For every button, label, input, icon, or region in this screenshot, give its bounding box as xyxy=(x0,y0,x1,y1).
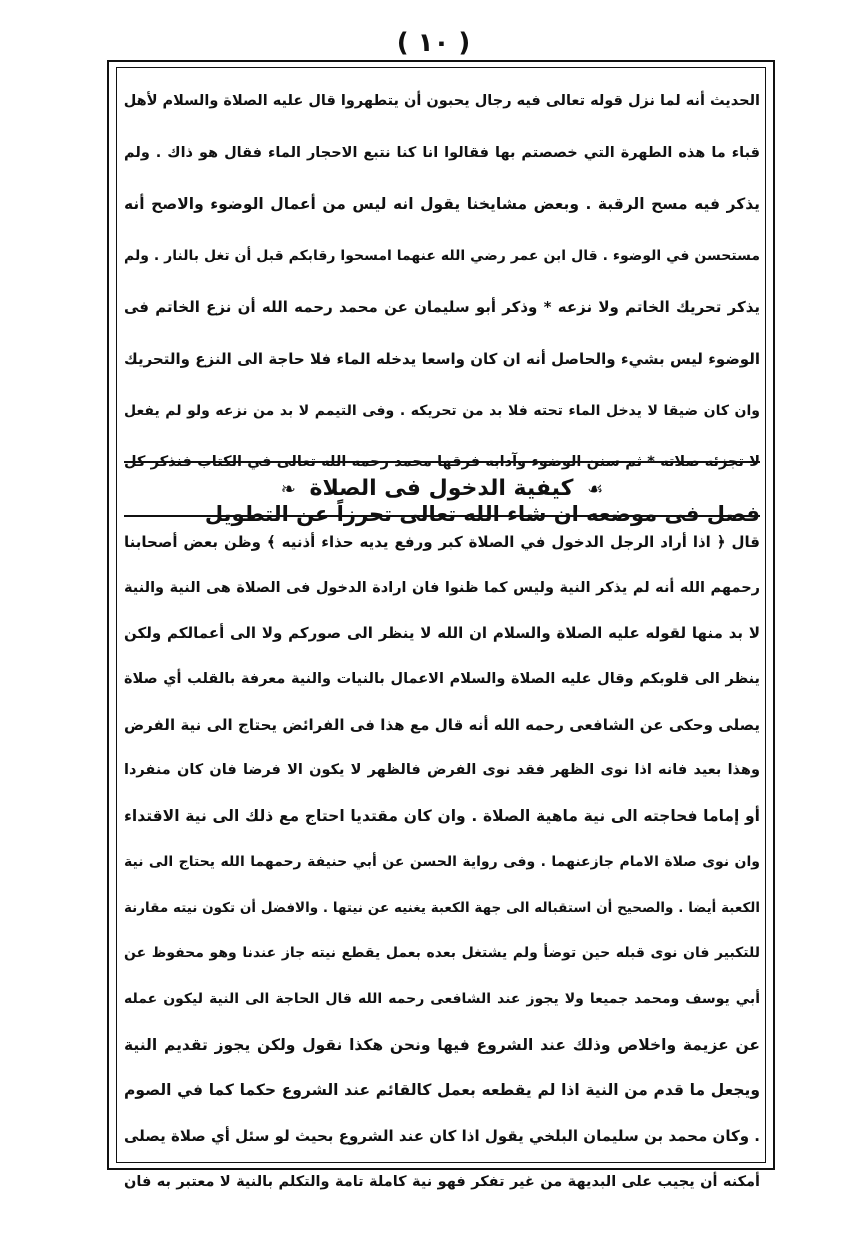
text-line: أمكنه أن يجيب على البديهة من غير تفكر فهو نية كاملة تامة والتكلم بالنية لا معتبر به فان xyxy=(124,1173,760,1190)
page-number: ( ١٠ ) xyxy=(396,28,471,58)
text-line: رحمهم الله أنه لم يذكر النية وليس كما ظنوا فان ارادة الدخول فى الصلاة هى النية والنية xyxy=(124,579,760,596)
text-line: ينظر الى قلوبكم وقال عليه الصلاة والسلام الاعمال بالنيات والنية معرفة بالقلب أي صلاة xyxy=(124,671,760,688)
text-line: فصل فى موضعه ان شاء الله تعالى تحرزاً عن التطويل xyxy=(204,501,760,526)
ornament-icon: ❧ xyxy=(280,479,296,500)
text-line: الكعبة أيضا . والصحيح أن استقباله الى جهة الكعبة يغنيه عن نيتها . والافضل أن تكون نيته مقارنة xyxy=(124,899,760,916)
text-line: لا تجزئه صلاته * ثم سنن الوضوء وآدابه فرقها محمد رحمه الله تعالى في الكتاب فنذكر كل xyxy=(124,454,760,471)
text-line: الحديث أنه لما نزل قوله تعالى فيه رجال يحبون أن يتطهروا قال عليه الصلاة والسلام لأهل xyxy=(124,93,760,109)
text-line: يصلى وحكى عن الشافعى رحمه الله أنه قال مع هذا فى الفرائض يحتاج الى نية الفرض xyxy=(124,715,760,734)
section-heading-text: كيفية الدخول فى الصلاة xyxy=(309,476,574,501)
text-line: قباء ما هذه الطهرة التي خصصتم بها فقالوا انا كنا نتبع الاحجار الماء فقال هو ذاك . ولم xyxy=(124,144,760,161)
text-line: وهذا بعيد فانه اذا نوى الظهر فقد نوى الفرض فالظهر لا يكون الا فرضا فان كان منفردا xyxy=(124,762,760,779)
text-line: أو إماما فحاجته الى نية ماهية الصلاة . وان كان مقتديا احتاج مع ذلك الى نية الاقتداء xyxy=(124,807,760,826)
text-line: أبي يوسف ومحمد جميعا ولا يجوز عند الشافعى رحمه الله قال الحاجة الى النية ليكون عمله xyxy=(124,990,760,1007)
section-heading xyxy=(124,466,760,512)
text-line: يذكر فيه مسح الرقبة . وبعض مشايخنا يقول انه ليس من أعمال الوضوء والاصح أنه xyxy=(124,195,760,214)
ornament-icon: ☙ xyxy=(587,479,604,500)
text-line: يذكر تحريك الخاتم ولا نزعه * وذكر أبو سليمان عن محمد رحمه الله أن نزع الخاتم فى xyxy=(124,298,760,317)
text-line: الوضوء ليس بشيء والحاصل أنه ان كان واسعا يدخله الماء فلا حاجة الى النزع والتحريك xyxy=(124,349,760,368)
text-line: ويجعل ما قدم من النية اذا لم يقطعه بعمل كالقائم عند الشروع حكما كما في الصوم xyxy=(124,1081,760,1100)
paragraph-2 xyxy=(124,520,760,1205)
text-line: لا بد منها لقوله عليه الصلاة والسلام ان الله لا ينظر الى صوركم ولا الى أعمالكم ولكن xyxy=(124,624,760,643)
text-line: . وكان محمد بن سليمان البلخي يقول اذا كان عند الشروع بحيث لو سئل أي صلاة يصلى xyxy=(124,1126,760,1145)
heading-rule-bottom xyxy=(124,515,760,517)
text-line: قال ﴿ اذا أراد الرجل الدخول في الصلاة كبر ورفع يديه حذاء أذنيه ﴾ وظن بعض أصحابنا xyxy=(124,533,760,551)
text-line: مستحسن في الوضوء . قال ابن عمر رضي الله عنهما امسحوا رقابكم قبل أن تغل بالنار . ولم xyxy=(124,247,760,264)
text-line: عن عزيمة واخلاص وذلك عند الشروع فيها ونحن هكذا نقول ولكن يجوز تقديم النية xyxy=(124,1035,760,1054)
text-line: للتكبير فان نوى قبله حين توضأ ولم يشتغل بعده بعمل يقطع نيته جاز عندنا وهو محفوظ عن xyxy=(124,945,760,962)
heading-rule-top xyxy=(124,461,760,463)
text-line: وان كان ضيقا لا يدخل الماء تحته فلا بد من تحريكه . وفى التيمم لا بد من نزعه ولو لم يفعل xyxy=(124,402,760,419)
text-line: وان نوى صلاة الامام جازعنهما . وفى رواية الحسن عن أبي حنيفة رحمهما الله يحتاج الى نية xyxy=(124,853,760,870)
